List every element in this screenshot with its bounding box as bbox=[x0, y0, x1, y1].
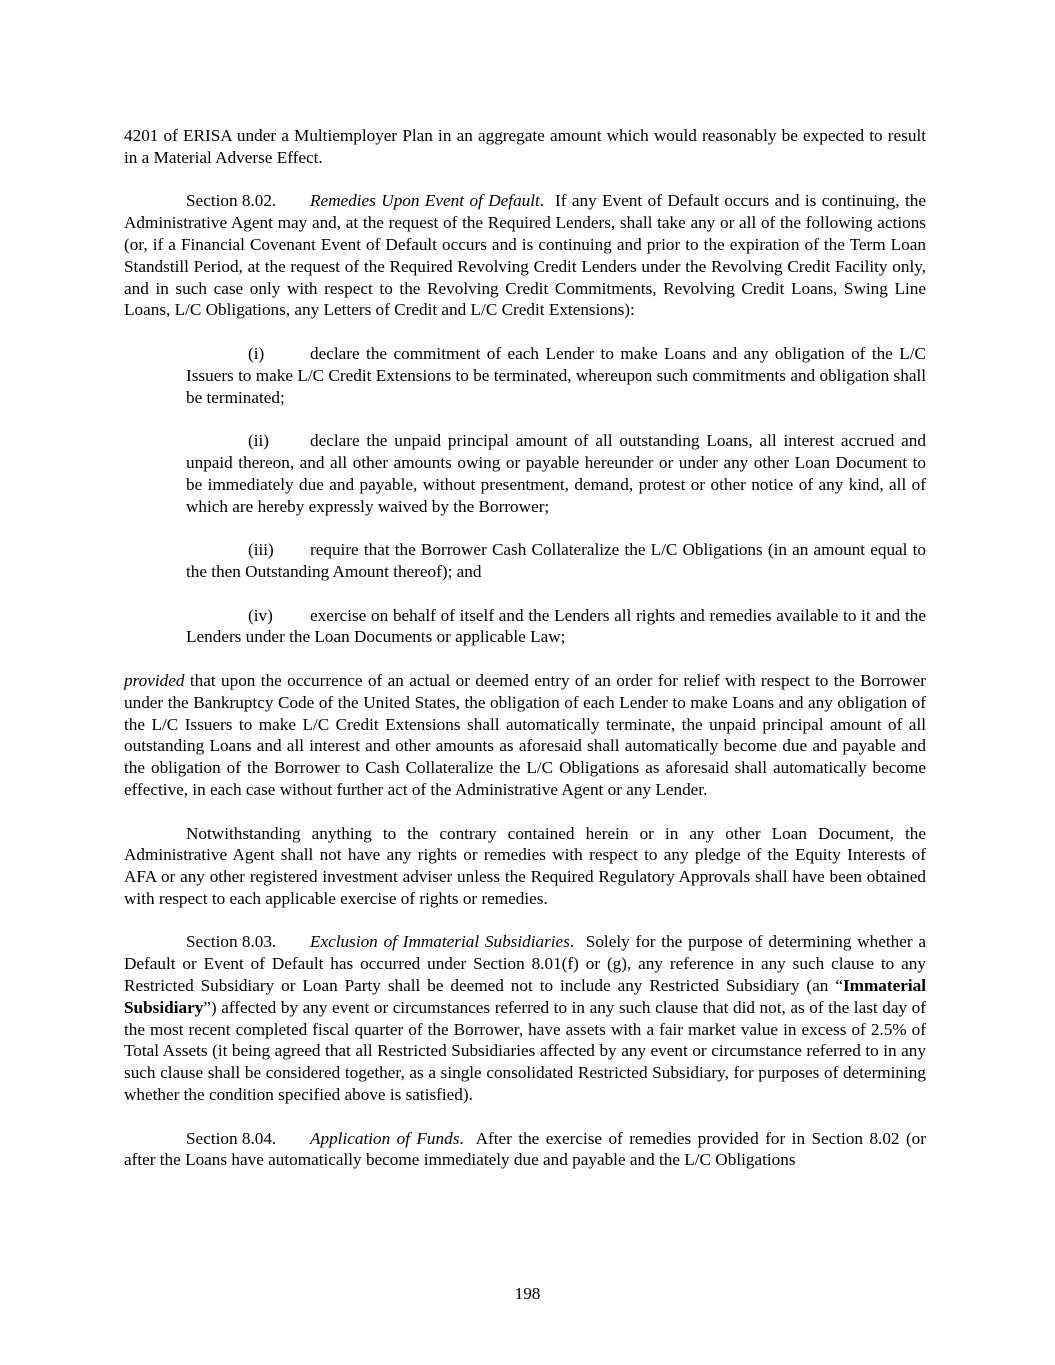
section-number: Section 8.02. bbox=[186, 191, 277, 211]
proviso-paragraph bbox=[124, 670, 926, 801]
section-heading: Remedies Upon Event of Default bbox=[310, 191, 540, 211]
item-text: require that the Borrower Cash Collateralize the L/C Obligations (in an amount equal to the then Outstanding Amount thereof); and bbox=[186, 540, 926, 581]
section-8-03-paragraph: Section 8.03. Exclusion of Immaterial Subsidiaries. Solely for the purpose of determining whether a Default or Event of Default has occurred under Section 8.01(f) or (g), any reference in any such clause to any Restricted Subsidiary or Loan Party shall be deemed not to include any Restricted Subsidiary (an “Immaterial Subsidiary”) affected by any event or circumstances referred to in any such clause that did not, as of the last day of the most recent completed fiscal quarter of the Borrower, have assets with a fair market value in excess of 2.5% of Total Assets (it being agreed that all Restricted Subsidiaries affected by any event or circumstance referred to in any such clause shall be considered together, as a single consolidated Restricted Subsidiary, for purposes of determining whether the condition specified above is satisfied). bbox=[124, 932, 927, 1105]
item-text: declare the commitment of each Lender to make Loans and any obligation of the L/C Issuers to make L/C Credit Extensions to be terminated, whereupon such commitments and obligation shall be terminated; bbox=[186, 343, 926, 407]
section-body: If any Event of Default occurs and is continuing, the Administrative Agent may and, at the request of the Required Lenders, shall take any or all of the following actions (or, if a Financial Covenant Event of Default occurs and is continuing and prior to the expiration of the Term Loan Standstill Period, at the request of the Required Revolving Credit Lenders under the Revolving Credit Facility only, and in such case only with respect to the Revolving Credit Commitments, Revolving Credit Loans, Swing Line Loans, L/C Obligations, any Letters of Credit and L/C Credit Extensions): bbox=[124, 191, 926, 320]
section-body-cont: ”) affected by any event or circumstances referred to in any such clause that did not, as of the last day of the most recent completed fiscal quarter of the Borrower, have assets with a fair market value in excess of 2.5% of Total Assets (it being agreed that all Restricted Subsidiaries affected by any event or circumstance referred to in any such clause shall be considered together, as a single consolidated Restricted Subsidiary, for purposes of determining whether the condition specified above is satisfied). bbox=[124, 997, 926, 1105]
defined-term: Immaterial Subsidiary bbox=[124, 976, 926, 1017]
notwithstanding-paragraph: Notwithstanding anything to the contrary contained herein or in any other Loan Document, the Administrative Agent shall not have any rights or remedies with respect to any pledge of the Equity Interests of AFA or any other registered investment adviser unless the Required Regulatory Approvals shall have been obtained with respect to each applicable exercise of rights or remedies. bbox=[124, 823, 926, 908]
section-number: Section 8.03. bbox=[186, 932, 277, 952]
continuation-paragraph: 4201 of ERISA under a Multiemployer Plan in an aggregate amount which would reasonably be expected to result in a Material Adverse Effect. bbox=[124, 126, 926, 167]
section-body: After the exercise of remedies provided for in Section 8.02 (or after the Loans have automatically become immediately due and payable and the L/C Obligations bbox=[124, 1128, 927, 1170]
item-label: (iv) bbox=[248, 605, 273, 625]
section-heading: Exclusion of Immaterial Subsidiaries bbox=[310, 932, 570, 952]
section-heading: Application of Funds bbox=[310, 1128, 460, 1148]
page-body bbox=[124, 125, 926, 1171]
item-label: (i) bbox=[248, 343, 265, 363]
item-label: (iii) bbox=[248, 540, 274, 560]
item-label: (ii) bbox=[248, 431, 269, 451]
proviso-lead: provided bbox=[124, 670, 185, 690]
proviso-text: that upon the occurrence of an actual or deemed entry of an order for relief with respect to the Borrower under the Bankruptcy Code of the United States, the obligation of each Lender to make Loans and any obligation of the L/C Issuers to make L/C Credit Extensions shall automatically terminate, the unpaid principal amount of all outstanding Loans and all interest and other amounts as aforesaid shall automatically become due and payable and the obligation of the Borrower to Cash Collateralize the L/C Obligations as aforesaid shall automatically become effective, in each case without further act of the Administrative Agent or any Lender. bbox=[124, 670, 926, 799]
item-text: exercise on behalf of itself and the Lenders all rights and remedies available to it and the Lenders under the Loan Documents or applicable Law; bbox=[186, 605, 926, 647]
page-number: 198 bbox=[514, 1284, 541, 1303]
remedy-item bbox=[186, 430, 926, 517]
item-text: declare the unpaid principal amount of all outstanding Loans, all interest accrued and unpaid thereon, and all other amounts owing or payable hereunder or under any other Loan Document to be immediately due and payable, without presentment, demand, protest or other notice of any kind, all of which are hereby expressly waived by the Borrower; bbox=[186, 431, 926, 516]
remedy-item bbox=[186, 343, 926, 408]
section-number: Section 8.04. bbox=[186, 1128, 277, 1148]
section-8-04-paragraph: Section 8.04. Application of Funds. After the exercise of remedies provided for in Section 8.02 (or after the Loans have automatically become immediately due and payable and the L/C Obligations bbox=[124, 1128, 927, 1170]
remedy-item bbox=[186, 539, 926, 583]
remedy-item bbox=[186, 605, 926, 649]
section-8-02-paragraph: Section 8.02. Remedies Upon Event of Default. If any Event of Default occurs and is continuing, the Administrative Agent may and, at the request of the Required Lenders, shall take any or all of the following actions (or, if a Financial Covenant Event of Default occurs and is continuing and prior to the expiration of the Term Loan Standstill Period, at the request of the Required Revolving Credit Lenders under the Revolving Credit Facility only, and in such case only with respect to the Revolving Credit Commitments, Revolving Credit Loans, Swing Line Loans, L/C Obligations, any Letters of Credit and L/C Credit Extensions): bbox=[124, 191, 926, 320]
section-body: Solely for the purpose of determining whether a Default or Event of Default has occurred under Section 8.01(f) or (g), any reference in any such clause to any Restricted Subsidiary or Loan Party shall be deemed not to include any Restricted Subsidiary (an “ bbox=[124, 932, 927, 996]
